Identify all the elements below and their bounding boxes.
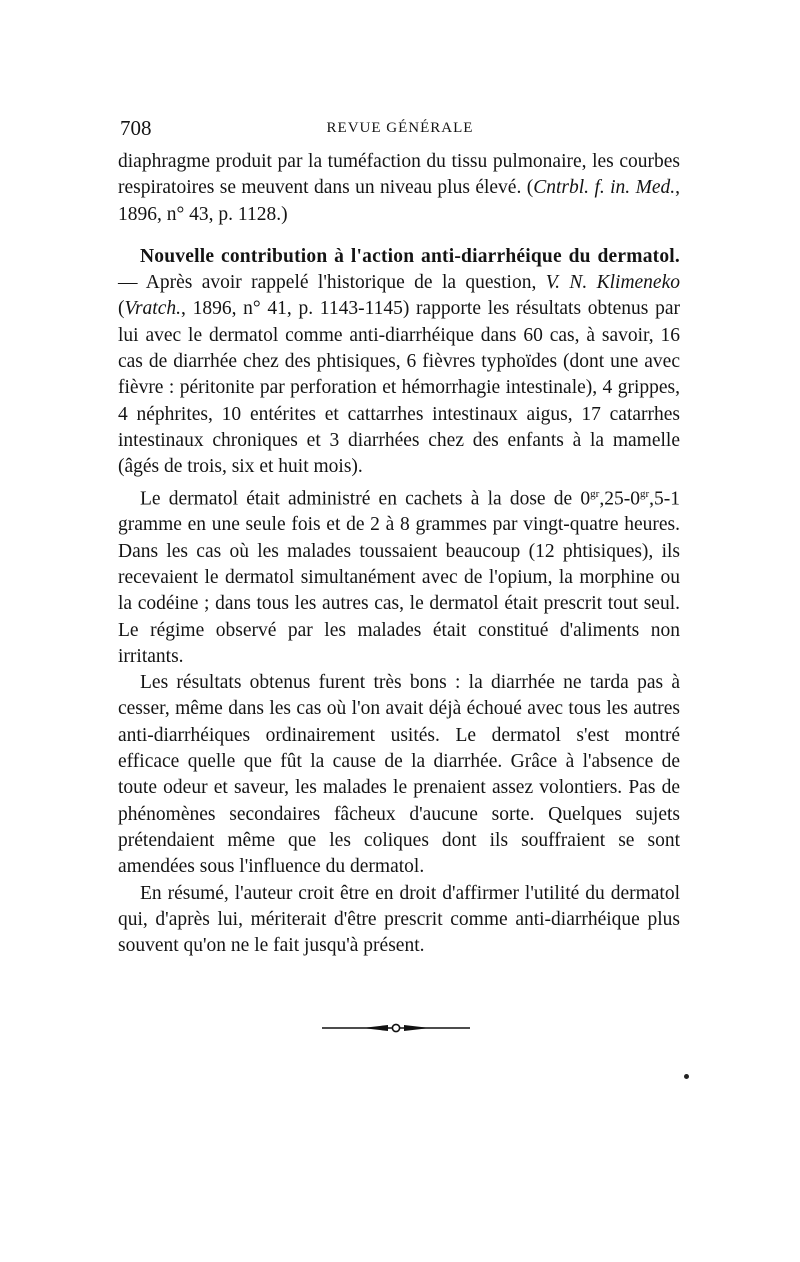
text-run: — Après avoir rappelé l'historique de la question, xyxy=(118,272,546,294)
paragraph-continued xyxy=(118,149,680,228)
text-run: ( xyxy=(118,298,125,320)
stray-mark xyxy=(684,1074,689,1079)
unit-superscript: gr xyxy=(590,487,600,500)
text-run: diaphragme produit par la tuméfaction du tissu pulmonaire, les courbes respiratoires se meuvent dans un niveau plus élevé. ( xyxy=(118,151,680,199)
text-run: Le dermatol était administré en cachets à la dose de 0 xyxy=(140,488,591,510)
text-run: , 1896, n° 43, p. 1128.) xyxy=(118,177,680,225)
page-number: 708 xyxy=(120,116,152,140)
article-body xyxy=(118,149,680,959)
section-heading: Nouvelle contribution à l'action anti-diarrhéique du dermatol. xyxy=(140,245,680,267)
paragraph-section-intro xyxy=(118,244,680,481)
text-run: , 1896, n° 41, p. 1143-1145) rapporte les résultats obtenus par lui avec le dermatol comme anti-diarrhéique dans 60 cas, à savoir, 16 cas de diarrhée chez des phtisiques, 6 fièvres typhoïdes (dont une avec fièvre : péritonite par perforation et hémorrhagie intestinale), 4 grippes, 4 néphrites, 10 entérites et cattarrhes intestinaux aigus, 17 catarrhes intestinaux chroniques et 3 diarrhées chez des enfants à la mamelle (âgés de trois, six et huit mois). xyxy=(118,298,680,478)
end-ornament xyxy=(322,1023,470,1033)
author-name: V. N. Klimeneko xyxy=(545,272,680,294)
paragraph-dosage xyxy=(118,481,680,671)
unit-superscript: gr xyxy=(639,487,650,500)
running-header xyxy=(120,116,680,142)
running-title: REVUE GÉNÉRALE xyxy=(326,120,474,136)
journal-reference: Cntrbl. f. in. Med. xyxy=(533,177,676,199)
paragraph-summary: En résumé, l'auteur croit être en droit d'affirmer l'utilité du dermatol qui, d'après lui, mériterait d'être prescrit comme anti-diarrhéique plus souvent qu'on ne le fait jusqu'à présent. xyxy=(118,882,680,957)
journal-name: Vratch. xyxy=(124,298,182,320)
paragraph-results: Les résultats obtenus furent très bons : la diarrhée ne tarda pas à cesser, même dans les cas où l'on avait déjà échoué avec tous les autres anti-diarrhéiques ordinairement usités. Le dermatol s'est montré efficace quelle que fût la cause de la diarrhée. Grâce à l'absence de toute odeur et saveur, les malades le prenaient assez volontiers. Pas de phénomènes secondaires fâcheux d'aucune sorte. Quelques sujets prétendaient même que les coliques dont ils souffraient se sont amendées sous l'influence du dermatol. xyxy=(118,672,680,878)
text-run: ,5-1 gramme en une seule fois et de 2 à 8 grammes par vingt-quatre heures. Dans les cas où les malades toussaient beaucoup (12 phtisiques), ils recevaient le dermatol simultanément avec de l'opium, la morphine ou la codéine ; dans tous les autres cas, le dermatol était prescrit tout seul. Le régime observé par les malades était constitué d'aliments non irritants. xyxy=(118,488,680,667)
text-run: ,25-0 xyxy=(599,488,640,510)
